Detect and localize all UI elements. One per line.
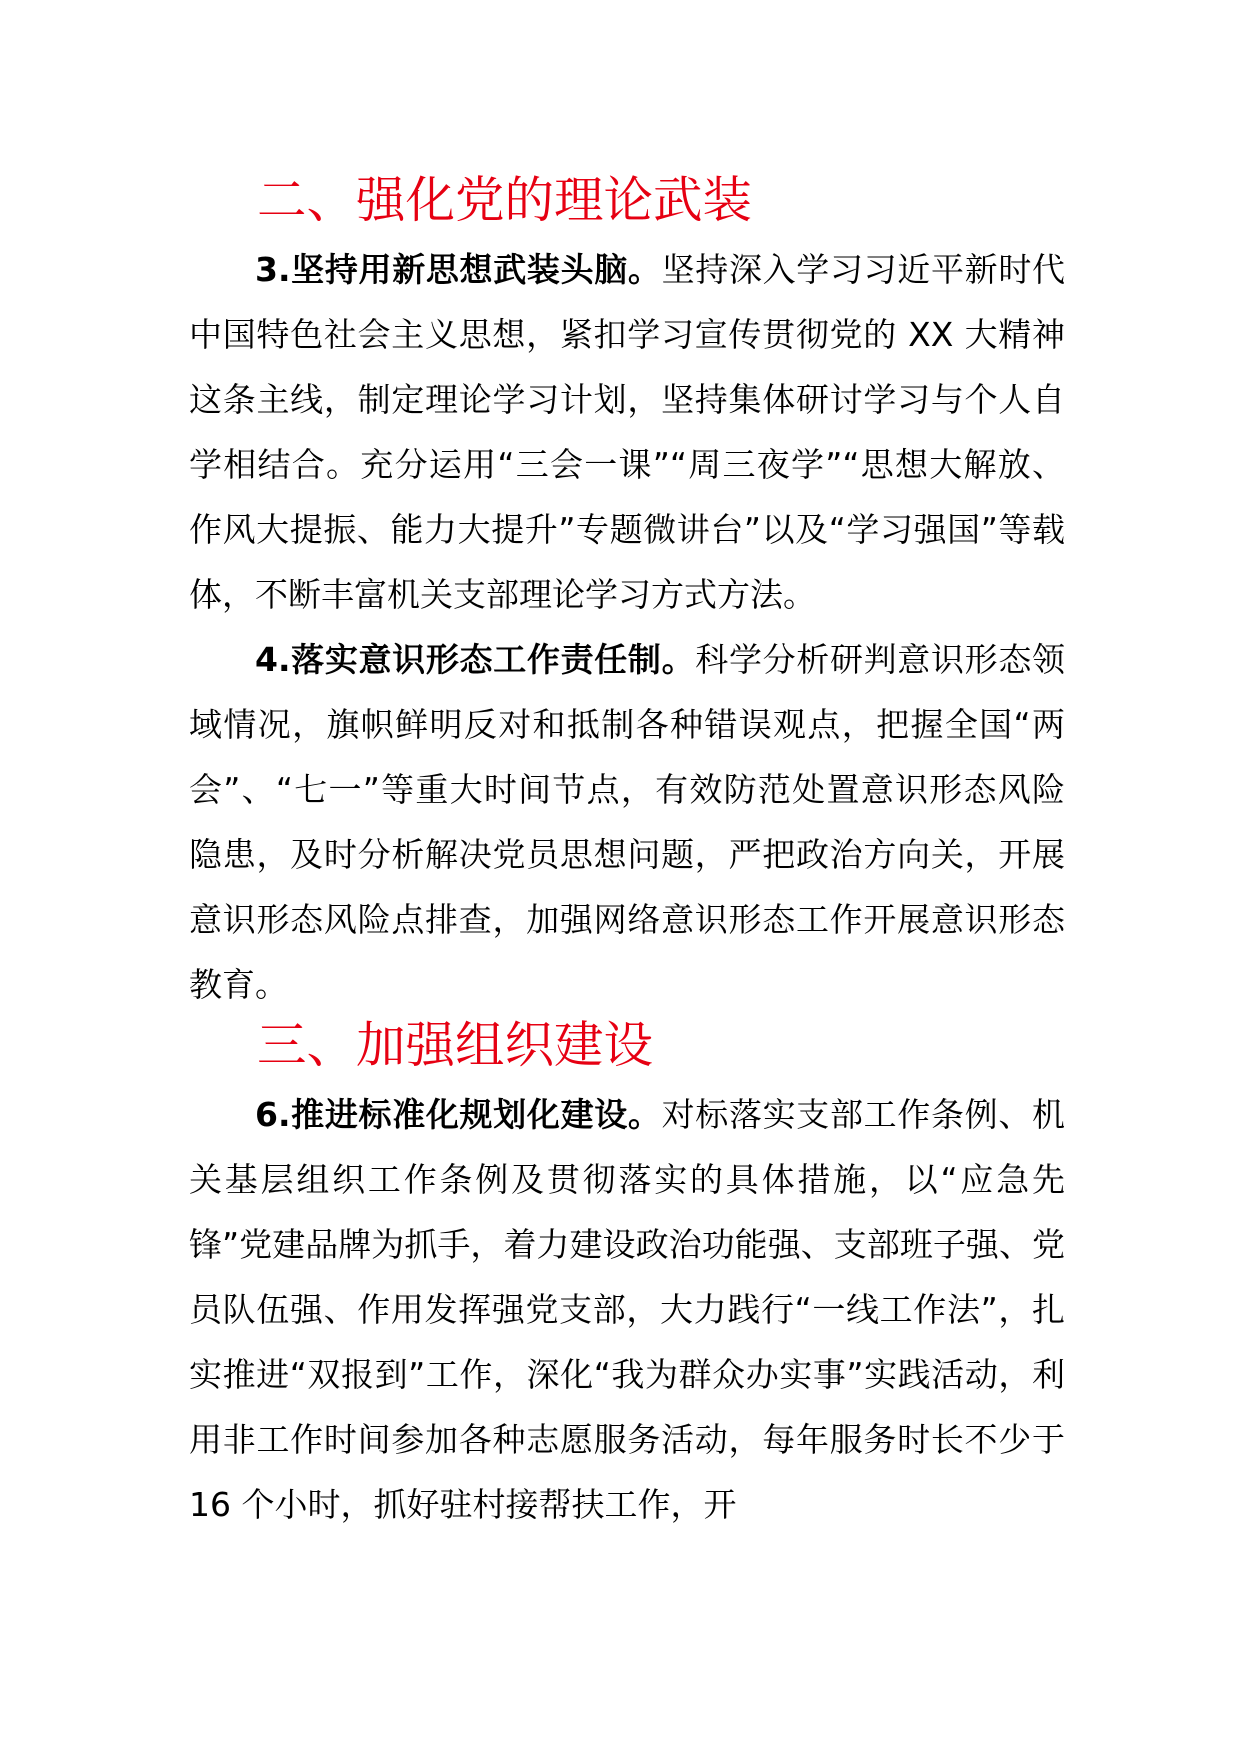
paragraph-body: 科学分析研判意识形态领域情况，旗帜鲜明反对和抵制各种错误观点，把握全国“两会”、“七一”等重大时间节点，有效防范处置意识形态风险隐患，及时分析解决党员思想问题，严把政治方向关，开展意识形态风险点排查，加强网络意识形态工作开展意识形态教育。	[189, 640, 1066, 1004]
paragraph	[189, 1082, 1065, 1537]
document-page	[189, 172, 1065, 1537]
paragraph-body: 坚持深入学习习近平新时代中国特色社会主义思想，紧扣学习宣传贯彻党的 XX 大精神这条主线，制定理论学习计划，坚持集体研讨学习与个人自学相结合。充分运用“三会一课”“周三夜学”“思想大解放、作风大提振、能力大提升”专题微讲台”以及“学习强国”等载体，不断丰富机关支部理论学习方式方法。	[189, 250, 1066, 614]
section-theory	[189, 172, 1065, 1017]
section-heading: 三、加强组织建设	[257, 1016, 653, 1074]
section-organization	[189, 1017, 1065, 1537]
paragraph-lead: 6.推进标准化规划化建设。	[255, 1095, 662, 1134]
paragraph-lead: 3.坚持用新思想武装头脑。	[255, 250, 662, 289]
paragraph	[189, 627, 1065, 1017]
paragraph	[189, 237, 1065, 627]
paragraph-lead: 4.落实意识形态工作责任制。	[255, 640, 696, 679]
paragraph-body: 对标落实支部工作条例、机关基层组织工作条例及贯彻落实的具体措施，以“应急先锋”党建品牌为抓手，着力建设政治功能强、支部班子强、党员队伍强、作用发挥强党支部，大力践行“一线工作法”，扎实推进“双报到”工作，深化“我为群众办实事”实践活动，利用非工作时间参加各种志愿服务活动，每年服务时长不少于 16 个小时，抓好驻村接帮扶工作，开	[189, 1095, 1066, 1524]
section-heading: 二、强化党的理论武装	[257, 171, 752, 229]
